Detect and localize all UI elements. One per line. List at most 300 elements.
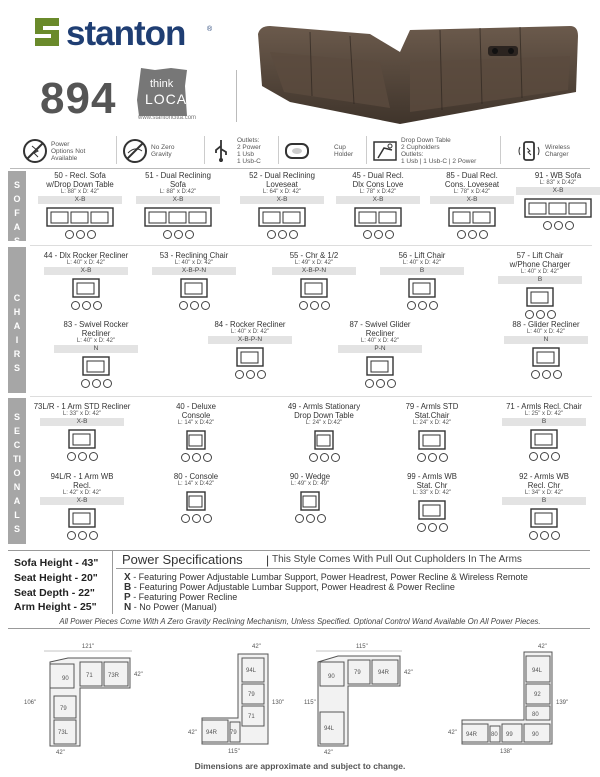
piece-drawing-icon: [300, 490, 320, 512]
wireless-charger-icon: [516, 138, 542, 164]
piece-title: 94L/R - 1 Arm WB Recl.: [50, 472, 114, 490]
feature-small-icon: [203, 453, 212, 462]
feature-small-icon: [201, 301, 210, 310]
piece-card[interactable]: [118, 171, 238, 239]
piece-title: 53 - Reclining Chair: [159, 251, 229, 260]
piece-drawing-icon: [418, 499, 446, 521]
layout-piece: 80: [491, 732, 498, 738]
piece-dimensions: L: 49" x D: 49": [290, 481, 330, 487]
layout-piece: 71: [86, 673, 93, 679]
piece-drawing-icon: [258, 206, 306, 228]
feature-label: Outlets: 2 Power 1 Usb 1 Usb-C: [237, 137, 261, 165]
trademark: ®: [207, 26, 213, 33]
piece-dimensions: L: 40" x D: 42": [174, 260, 214, 266]
piece-drawing-icon: [72, 277, 100, 299]
piece-dimensions: L: 40" x D: 42": [230, 329, 270, 335]
layout-right: 42": [404, 670, 413, 676]
feature-small-icon: [321, 301, 330, 310]
feature-divider: [204, 136, 205, 164]
piece-dimensions: L: 88" x D: 42": [60, 189, 100, 195]
piece-title: 50 - Recl. Sofa w/Drop Down Table: [46, 171, 114, 189]
layout-bottom: 42": [324, 750, 333, 756]
piece-card[interactable]: [362, 251, 482, 310]
feature-label: Drop Down Table 2 Cupholders Outlets: 1 Usb | 1 Usb-C | 2 Power: [401, 137, 477, 165]
piece-feature-icons: [26, 301, 146, 310]
feature-small-icon: [81, 379, 90, 388]
feature-small-icon: [89, 531, 98, 540]
spec-underline: [116, 568, 590, 569]
layout-width: 121": [81, 644, 95, 650]
piece-drawing-icon: [530, 507, 558, 529]
layout-diagram-1: [22, 640, 152, 756]
feature-small-icon: [278, 230, 287, 239]
note-divider: [8, 628, 590, 629]
layout-piece: 94R: [206, 730, 218, 736]
piece-title: 90 - Wedge: [289, 472, 331, 481]
piece-drawing-icon: [418, 429, 446, 451]
piece-power-options: P-N: [338, 345, 422, 353]
feature-small-icon: [179, 301, 188, 310]
piece-card[interactable]: [136, 472, 256, 523]
feature-small-icon: [439, 523, 448, 532]
section-divider: [30, 245, 592, 246]
piece-feature-icons: [136, 514, 256, 523]
layout-width: 42": [538, 644, 547, 650]
layout-piece: 71: [248, 714, 255, 720]
piece-feature-icons: [498, 221, 600, 230]
piece-feature-icons: [136, 453, 256, 462]
section-band-chairs: [8, 247, 26, 393]
layout-height: 139": [556, 700, 569, 706]
feature-small-icon: [289, 230, 298, 239]
piece-drawing-icon: [82, 355, 110, 377]
piece-feature-icons: [36, 379, 156, 388]
piece-card[interactable]: [134, 251, 254, 310]
piece-drawing-icon: [68, 428, 96, 450]
feature-outlets: [208, 133, 261, 169]
feature-small-icon: [181, 514, 190, 523]
feature-small-icon: [76, 230, 85, 239]
piece-dimensions: L: 25" x D: 42": [524, 411, 564, 417]
piece-title: 40 - Deluxe Console: [176, 402, 216, 420]
feature-divider: [366, 136, 367, 164]
dim-seat-depth: Seat Depth - 22": [14, 587, 95, 599]
piece-feature-icons: [372, 523, 492, 532]
feature-small-icon: [543, 221, 552, 230]
piece-title: 45 - Dual Recl. Dlx Cons Love: [352, 171, 404, 189]
piece-card[interactable]: [486, 320, 600, 379]
header-divider: [236, 70, 237, 122]
piece-card[interactable]: [264, 402, 384, 462]
layout-bottom: 138": [500, 749, 513, 755]
layout-piece: 79: [354, 670, 361, 676]
piece-drawing-icon: [186, 429, 206, 451]
piece-card[interactable]: [484, 402, 600, 461]
feature-small-icon: [542, 370, 551, 379]
feature-label: Wireless Charger: [545, 144, 570, 158]
feature-small-icon: [457, 230, 466, 239]
piece-drawing-icon: [68, 507, 96, 529]
piece-feature-icons: [22, 452, 142, 461]
piece-feature-icons: [118, 230, 238, 239]
piece-power-options: X-B-P-N: [272, 267, 356, 275]
dim-arm-height: Arm Height - 25": [14, 601, 97, 613]
feature-small-icon: [103, 379, 112, 388]
feature-small-icon: [71, 301, 80, 310]
model-number: 894: [40, 74, 117, 123]
feature-small-icon: [295, 514, 304, 523]
piece-power-options: X-B: [336, 196, 420, 204]
piece-dimensions: L: 78" x D:42": [359, 189, 397, 195]
piece-title: 79 - Armls STD Stat.Chair: [405, 402, 459, 420]
feature-small-icon: [418, 301, 427, 310]
section-label: SOFAS: [13, 180, 21, 246]
layout-left: 42": [448, 730, 457, 736]
piece-drawing-icon: [408, 277, 436, 299]
feature-small-icon: [89, 452, 98, 461]
badge-local: LOCAL: [145, 91, 196, 107]
piece-title: 57 - Lift Chair w/Phone Charger: [509, 251, 571, 269]
feature-small-icon: [439, 453, 448, 462]
piece-power-options: X-B: [38, 196, 122, 204]
piece-drawing-icon: [46, 206, 114, 228]
feature-small-icon: [78, 452, 87, 461]
piece-drawing-icon: [530, 428, 558, 450]
feature-divider: [278, 136, 279, 164]
website-link[interactable]: www.stantoncitta.com: [138, 115, 197, 121]
feature-small-icon: [540, 531, 549, 540]
layout-diagram-3: [304, 640, 424, 756]
feature-small-icon: [565, 221, 574, 230]
layout-height: 130": [272, 700, 285, 706]
dim-sofa-height: Sofa Height - 43": [14, 557, 99, 569]
piece-dimensions: L: 64" x D: 42": [262, 189, 302, 195]
piece-dimensions: L: 88" x D:42": [159, 189, 197, 195]
spec-separator: |: [266, 553, 270, 567]
badge-think: think: [150, 78, 174, 90]
sectional-sofa-photo: [250, 12, 580, 127]
piece-card[interactable]: [22, 472, 142, 540]
layout-piece: 79: [230, 730, 237, 736]
piece-feature-icons: [190, 370, 310, 379]
piece-power-options: X-B-P-N: [152, 267, 236, 275]
piece-title: 51 - Dual Reclining Sofa: [145, 171, 211, 189]
layout-width: 42": [252, 644, 261, 650]
feature-small-icon: [429, 301, 438, 310]
layout-piece: 79: [60, 706, 67, 712]
piece-card[interactable]: [484, 472, 600, 540]
piece-power-options: B: [380, 267, 464, 275]
piece-feature-icons: [412, 230, 532, 239]
feature-small-icon: [479, 230, 488, 239]
piece-dimensions: L: 40" x D: 42": [402, 260, 442, 266]
layout-piece: 94R: [378, 670, 390, 676]
piece-feature-icons: [250, 514, 370, 523]
piece-feature-icons: [264, 453, 384, 462]
drop-down-table-icon: [372, 138, 398, 164]
layout-height: 106": [24, 700, 37, 706]
feature-small-icon: [181, 453, 190, 462]
piece-card[interactable]: [250, 472, 370, 523]
layout-bottom: 115": [228, 749, 240, 755]
feature-underline: [10, 168, 590, 169]
piece-power-options: X-B: [40, 418, 124, 426]
power-spec-title: Power Specifications: [122, 552, 243, 567]
feature-small-icon: [365, 379, 374, 388]
piece-card[interactable]: [26, 251, 146, 310]
layout-piece: 99: [506, 732, 513, 738]
piece-drawing-icon: [532, 346, 560, 368]
layout-piece: 94L: [324, 726, 335, 732]
piece-drawing-icon: [354, 206, 402, 228]
feature-small-icon: [376, 379, 385, 388]
feature-small-icon: [310, 301, 319, 310]
piece-card[interactable]: [480, 251, 600, 319]
piece-feature-icons: [134, 301, 254, 310]
cup-holder-icon: [284, 138, 310, 164]
piece-dimensions: L: 40" x D: 42": [66, 260, 106, 266]
feature-small-icon: [320, 453, 329, 462]
feature-label: Cup Holder: [334, 144, 354, 158]
no-power-icon: [22, 138, 48, 164]
layout-bottom: 42": [56, 750, 65, 756]
feature-small-icon: [174, 230, 183, 239]
feature-small-icon: [65, 230, 74, 239]
power-option-b: B - Featuring Power Adjustable Lumbar Support, Power Headrest & Power Recline: [124, 582, 455, 593]
layout-piece: 73R: [108, 673, 120, 679]
feature-small-icon: [299, 301, 308, 310]
piece-card[interactable]: [498, 171, 600, 230]
piece-dimensions: L: 14" x D:42": [177, 481, 215, 487]
piece-card[interactable]: [22, 402, 142, 461]
feature-wireless-charger: [516, 133, 570, 169]
feature-small-icon: [551, 452, 560, 461]
piece-power-options: X-B: [430, 196, 514, 204]
piece-power-options: N: [504, 336, 588, 344]
feature-small-icon: [93, 301, 102, 310]
piece-dimensions: L: 24" x D: 42": [412, 420, 452, 426]
feature-small-icon: [190, 301, 199, 310]
piece-title: 99 - Armls WB Stat. Chr: [407, 472, 457, 490]
piece-drawing-icon: [300, 277, 328, 299]
piece-drawing-icon: [314, 429, 334, 451]
piece-dimensions: L: 83" x D:42": [539, 180, 577, 186]
feature-small-icon: [387, 379, 396, 388]
feature-small-icon: [374, 230, 383, 239]
feature-small-icon: [67, 531, 76, 540]
section-divider: [30, 396, 592, 397]
feature-small-icon: [529, 452, 538, 461]
feature-small-icon: [468, 230, 477, 239]
feature-divider: [500, 136, 501, 164]
feature-small-icon: [417, 453, 426, 462]
piece-power-options: B: [498, 276, 582, 284]
layout-piece: 90: [62, 676, 69, 682]
piece-drawing-icon: [236, 346, 264, 368]
layout-piece: 90: [328, 674, 335, 680]
piece-dimensions: L: 49" x D: 42": [294, 260, 334, 266]
piece-card[interactable]: [320, 320, 440, 388]
piece-feature-icons: [486, 370, 600, 379]
feature-small-icon: [306, 514, 315, 523]
feature-no-zero-gravity: [122, 133, 174, 169]
piece-power-options: B: [502, 497, 586, 505]
feature-small-icon: [267, 230, 276, 239]
usb-outlet-icon: [208, 138, 234, 164]
piece-title: 85 - Dual Recl. Cons. Loveseat: [444, 171, 500, 189]
disclaimer: Dimensions are approximate and subject to change.: [194, 761, 406, 771]
piece-dimensions: L: 78" x D:42": [453, 189, 491, 195]
feature-small-icon: [536, 310, 545, 319]
piece-title: 49 - Armls Stationary Drop Down Table: [287, 402, 361, 420]
piece-feature-icons: [22, 531, 142, 540]
piece-dimensions: L: 34" x D: 42": [524, 490, 564, 496]
piece-drawing-icon: [366, 355, 394, 377]
piece-title: 52 - Dual Reclining Loveseat: [249, 171, 315, 189]
layout-diagram-2: [172, 640, 292, 756]
piece-title: 44 - Dlx Rocker Recliner: [43, 251, 129, 260]
piece-card[interactable]: [190, 320, 310, 379]
layout-piece: 73L: [58, 730, 69, 736]
feature-small-icon: [192, 453, 201, 462]
feature-label: No Zero Gravity: [151, 144, 175, 158]
piece-power-options: B: [502, 418, 586, 426]
feature-small-icon: [331, 453, 340, 462]
piece-feature-icons: [362, 301, 482, 310]
piece-title: 71 - Armls Recl. Chair: [506, 402, 582, 411]
piece-dimensions: L: 42" x D: 42": [62, 490, 102, 496]
power-note: All Power Pieces Come With A Zero Gravity Reclining Mechanism, Unless Specified. Optional Control Wand Available On All Power Pieces.: [59, 617, 541, 626]
piece-feature-icons: [372, 453, 492, 462]
layout-diagram-4: [438, 640, 588, 756]
piece-drawing-icon: [526, 286, 554, 308]
power-option-n: N - No Power (Manual): [124, 602, 217, 613]
feature-divider: [116, 136, 117, 164]
feature-small-icon: [385, 230, 394, 239]
feature-small-icon: [553, 370, 562, 379]
piece-drawing-icon: [180, 277, 208, 299]
feature-small-icon: [192, 514, 201, 523]
piece-drawing-icon: [186, 490, 206, 512]
piece-dimensions: L: 40" x D: 42": [360, 338, 400, 344]
piece-drawing-icon: [524, 197, 592, 219]
feature-no-power: [22, 133, 85, 169]
brand-logo-icon: [33, 16, 61, 48]
piece-feature-icons: [480, 310, 600, 319]
feature-small-icon: [547, 310, 556, 319]
feature-small-icon: [407, 301, 416, 310]
piece-card[interactable]: [36, 320, 156, 388]
piece-title: 88 - Glider Recliner: [512, 320, 580, 329]
section-label: SECTIONALS: [13, 412, 21, 534]
layout-left: 42": [188, 730, 197, 736]
layout-piece: 90: [532, 732, 539, 738]
feature-small-icon: [363, 230, 372, 239]
piece-feature-icons: [484, 452, 600, 461]
piece-title: 87 - Swivel Glider Recliner: [349, 320, 411, 338]
feature-small-icon: [78, 531, 87, 540]
feature-small-icon: [428, 453, 437, 462]
piece-feature-icons: [484, 531, 600, 540]
piece-drawing-icon: [448, 206, 496, 228]
feature-small-icon: [317, 514, 326, 523]
piece-title: 84 - Rocker Recliner: [214, 320, 286, 329]
piece-dimensions: L: 40" x D: 42": [526, 329, 566, 335]
piece-title: 83 - Swivel Rocker Recliner: [63, 320, 129, 338]
feature-small-icon: [246, 370, 255, 379]
piece-drawing-icon: [144, 206, 212, 228]
layout-width: 115": [356, 644, 368, 650]
piece-title: 92 - Armls WB Recl. Chr: [519, 472, 569, 490]
power-option-x: X - Featuring Power Adjustable Lumbar Support, Power Headrest, Power Recline & Wireless Remote: [124, 572, 528, 583]
piece-title: 56 - Lift Chair: [398, 251, 446, 260]
piece-power-options: X-B: [516, 187, 600, 195]
piece-title: 91 - WB Sofa: [534, 171, 582, 180]
piece-title: 73L/R - 1 Arm STD Recliner: [33, 402, 131, 411]
feature-cup-holder: [284, 133, 353, 169]
layout-right: 42": [134, 672, 143, 678]
feature-small-icon: [87, 230, 96, 239]
feature-drop-down-table: [372, 133, 476, 169]
piece-dimensions: L: 33" x D: 42": [412, 490, 452, 496]
feature-small-icon: [257, 370, 266, 379]
feature-small-icon: [235, 370, 244, 379]
feature-small-icon: [529, 531, 538, 540]
feature-small-icon: [428, 523, 437, 532]
layout-piece: 94L: [246, 668, 257, 674]
feature-small-icon: [531, 370, 540, 379]
section-label: CHAIRS: [13, 293, 21, 373]
feature-small-icon: [309, 453, 318, 462]
layout-height: 115": [304, 700, 316, 706]
layout-piece: 94L: [532, 668, 543, 674]
piece-card[interactable]: [372, 472, 492, 532]
feature-small-icon: [540, 452, 549, 461]
layout-piece: 94R: [466, 732, 478, 738]
piece-feature-icons: [254, 301, 374, 310]
piece-dimensions: L: 14" x D:42": [177, 420, 215, 426]
piece-title: 80 - Console: [173, 472, 219, 481]
feature-small-icon: [203, 514, 212, 523]
piece-card[interactable]: [254, 251, 374, 310]
feature-small-icon: [82, 301, 91, 310]
feature-small-icon: [554, 221, 563, 230]
piece-power-options: X-B: [40, 497, 124, 505]
feature-small-icon: [92, 379, 101, 388]
piece-dimensions: L: 40" x D: 42": [520, 269, 560, 275]
piece-dimensions: L: 33" x D: 42": [62, 411, 102, 417]
feature-small-icon: [551, 531, 560, 540]
feature-small-icon: [67, 452, 76, 461]
piece-card[interactable]: [136, 402, 256, 462]
piece-power-options: X-B: [240, 196, 324, 204]
feature-small-icon: [525, 310, 534, 319]
piece-card[interactable]: [372, 402, 492, 462]
feature-small-icon: [185, 230, 194, 239]
piece-feature-icons: [320, 379, 440, 388]
layout-piece: 80: [532, 712, 539, 718]
piece-dimensions: L: 24" x D:42": [305, 420, 343, 426]
piece-power-options: X-B: [44, 267, 128, 275]
power-spec-subtitle: This Style Comes With Pull Out Cupholders In The Arms: [272, 554, 522, 565]
dim-seat-height: Seat Height - 20": [14, 572, 98, 584]
no-zero-gravity-icon: [122, 138, 148, 164]
feature-small-icon: [163, 230, 172, 239]
feature-small-icon: [417, 523, 426, 532]
layout-piece: 79: [248, 692, 255, 698]
piece-title: 55 - Chr & 1/2: [289, 251, 339, 260]
piece-power-options: X-B-P-N: [208, 336, 292, 344]
